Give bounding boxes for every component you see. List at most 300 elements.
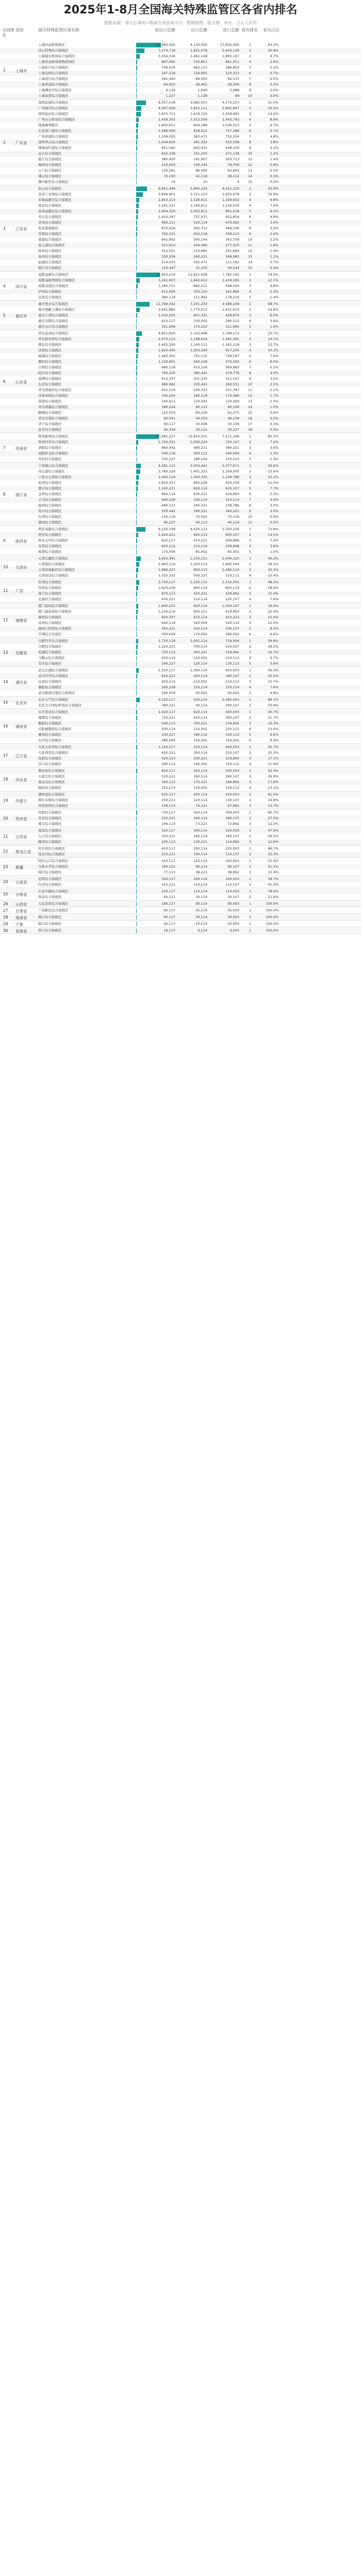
total-bar xyxy=(136,134,138,139)
province-name: 甘肃省 xyxy=(15,908,27,913)
share-value: 14.5% xyxy=(268,533,278,537)
zone-name: 菏泽综合保税区 xyxy=(38,399,62,403)
province-rank-value: 1 xyxy=(249,434,252,438)
group-separator xyxy=(0,602,361,603)
export-value: 73,221 xyxy=(195,822,207,826)
table-row xyxy=(0,134,361,140)
import-value: 170,086 xyxy=(225,394,239,398)
export-value: 420,114 xyxy=(193,674,207,678)
zone-name: 上海金桥综合保税区 xyxy=(38,71,69,75)
total-bar xyxy=(136,769,137,773)
total-bar xyxy=(136,117,139,122)
total-value: 70,230 xyxy=(163,174,175,178)
total-bar-cell xyxy=(136,331,176,336)
share-value: 31.2% xyxy=(268,865,278,869)
export-value: 181,907 xyxy=(193,157,207,161)
table-row xyxy=(0,597,361,602)
total-value: 720,113 xyxy=(161,650,175,654)
import-value: 1,631,670 xyxy=(222,308,239,312)
total-bar-cell xyxy=(136,834,176,839)
export-value: 1,640 xyxy=(198,88,207,92)
zone-name: 江门综合保税区 xyxy=(38,168,62,173)
zone-name: 温州综合保税区 xyxy=(38,503,62,507)
share-value: 29.5% xyxy=(268,834,278,838)
total-value: 1,720,331 xyxy=(158,440,175,444)
import-value: 201,787 xyxy=(225,388,239,392)
province-name: 山东省 xyxy=(15,380,27,384)
import-value: 1,419,195 xyxy=(222,278,239,282)
share-value: 56.3% xyxy=(268,668,278,672)
table-row xyxy=(0,117,361,123)
export-value: 95,002 xyxy=(195,691,207,695)
total-bar-cell xyxy=(136,203,176,209)
zone-name: 阿拉山口综合保税区 xyxy=(38,859,69,863)
total-bar xyxy=(136,703,137,708)
total-bar-cell xyxy=(136,174,176,179)
total-bar xyxy=(136,308,140,312)
import-value: 28,508 xyxy=(227,82,239,87)
table-row xyxy=(0,393,361,399)
total-bar-cell xyxy=(136,580,176,585)
total-bar xyxy=(136,492,137,497)
province-rank-value: 6 xyxy=(249,215,252,219)
table-row xyxy=(0,709,361,715)
share-value: 3.8% xyxy=(270,544,278,548)
total-bar xyxy=(136,65,137,70)
total-value: 7,274,718 xyxy=(158,48,175,53)
total-value: 390,118 xyxy=(161,295,175,299)
share-value: 15.4% xyxy=(268,615,278,619)
share-value: 9.7% xyxy=(270,54,278,58)
province-rank-value: 4 xyxy=(249,727,252,731)
import-value: 63,841 xyxy=(227,168,239,173)
total-value: 21,960,000 xyxy=(156,43,175,47)
share-value: 19.9% xyxy=(268,192,278,196)
share-value: 3.1% xyxy=(270,146,278,150)
share-value: 1.4% xyxy=(270,249,278,253)
import-value: 2,582,003 xyxy=(222,698,239,702)
export-value: 244,090 xyxy=(193,243,207,247)
export-value: 240,331 xyxy=(193,503,207,507)
zone-name: 天津港综合保税区 xyxy=(38,562,65,566)
total-bar-cell xyxy=(136,638,176,644)
table-row xyxy=(0,834,361,839)
total-value: 1,240,221 xyxy=(158,486,175,490)
table-row xyxy=(0,209,361,214)
import-value: 1,481,491 xyxy=(222,337,239,341)
export-value: 86,440 xyxy=(195,168,207,173)
import-value: 600,003 xyxy=(225,745,239,749)
total-bar xyxy=(136,284,138,289)
import-value: 290,107 xyxy=(225,703,239,707)
share-value: 1.7% xyxy=(270,394,278,398)
share-value: 1.5% xyxy=(270,550,278,554)
zone-name: 天津泰达综合保税区 xyxy=(38,573,69,578)
province-rank-value: 8 xyxy=(249,371,252,375)
total-bar-cell xyxy=(136,792,176,798)
export-value: 330,002 xyxy=(193,319,207,323)
total-value: 450,221 xyxy=(161,626,175,631)
national-rank: 13 xyxy=(3,650,8,655)
total-value: 640,228 xyxy=(161,498,175,502)
total-value: 851,040 xyxy=(161,146,175,150)
export-value: 420,114 xyxy=(193,810,207,815)
total-bar-cell xyxy=(136,445,176,451)
total-bar-cell xyxy=(136,54,176,59)
province-rank-value: 1 xyxy=(249,464,252,468)
total-bar xyxy=(136,405,137,410)
total-value: 1,840,611 xyxy=(158,123,175,127)
import-value: 2,748,172 xyxy=(222,331,239,335)
share-value: 0.7% xyxy=(270,71,278,75)
import-value: 379,779 xyxy=(225,371,239,375)
total-bar xyxy=(136,71,137,76)
table-row xyxy=(0,404,361,410)
table-row xyxy=(0,650,361,655)
table-row xyxy=(0,348,361,353)
total-bar xyxy=(136,515,137,519)
share-value: 3.4% xyxy=(270,221,278,225)
table-row xyxy=(0,756,361,761)
province-rank-value: 15 xyxy=(248,266,253,270)
total-value: 77,113 xyxy=(163,870,175,874)
share-value: 13.4% xyxy=(268,870,278,874)
total-bar-cell xyxy=(136,353,176,359)
share-value: 0.6% xyxy=(270,411,278,415)
province-rank-value: 2 xyxy=(249,834,252,838)
export-value: 350,120 xyxy=(193,290,207,294)
total-bar-cell xyxy=(136,679,176,685)
total-bar xyxy=(136,710,137,715)
zone-name: 上海青浦综合保税区 xyxy=(38,82,69,87)
table-row xyxy=(0,882,361,888)
total-bar-cell xyxy=(136,544,176,549)
export-value: 1,616,720 xyxy=(190,112,207,116)
page-subtitle: 数据来源：海关总署统计数据在线查询平台；整理制图：报关圈；单位：万元人民币 xyxy=(104,21,257,25)
share-value: 3.2% xyxy=(270,377,278,381)
national-rank: 17 xyxy=(3,753,8,758)
total-value: 602,338 xyxy=(161,151,175,156)
province-rank-value: 2 xyxy=(249,278,252,282)
export-value: 410,114 xyxy=(193,615,207,619)
total-value: 247,218 xyxy=(161,71,175,75)
province-rank-value: 8 xyxy=(249,140,252,144)
national-rank: 3 xyxy=(3,226,6,231)
export-value: 583,471 xyxy=(193,134,207,139)
province-rank-value: 1 xyxy=(249,859,252,863)
import-value: 920,109 xyxy=(225,481,239,485)
total-value: 620,221 xyxy=(161,751,175,755)
zone-name: 厦门象屿综合保税区 xyxy=(38,604,69,608)
total-bar xyxy=(136,168,137,173)
zone-name: 宝鸡综合保税区 xyxy=(38,544,62,548)
total-value: 320,117 xyxy=(161,877,175,881)
zone-name: 银川综合保税区 xyxy=(38,922,62,926)
total-value: 180,117 xyxy=(161,902,175,906)
total-bar-cell xyxy=(136,744,176,750)
zone-name: 西安综合保税区 xyxy=(38,533,62,537)
province-rank-value: 10 xyxy=(248,94,253,98)
province-rank-value: 9 xyxy=(249,146,252,150)
total-value: 4,128 xyxy=(166,88,175,92)
import-value: 409,896 xyxy=(225,538,239,543)
import-value: 85,002 xyxy=(227,550,239,554)
national-rank: 23 xyxy=(3,864,8,869)
import-value: 90,107 xyxy=(227,865,239,869)
share-value: 7.4% xyxy=(270,538,278,543)
total-bar xyxy=(136,870,137,875)
total-bar xyxy=(136,238,137,242)
total-bar xyxy=(136,475,139,480)
total-bar xyxy=(136,562,139,567)
export-value: 200,331 xyxy=(193,388,207,392)
share-value: 1.4% xyxy=(270,295,278,299)
import-value: 261,884 xyxy=(225,290,239,294)
share-value: 0.3% xyxy=(270,422,278,426)
total-value: 980,118 xyxy=(161,365,175,369)
table-row xyxy=(0,538,361,544)
export-value: 1,001,114 xyxy=(190,639,207,643)
total-value: 138,113 xyxy=(161,804,175,808)
total-bar xyxy=(136,846,137,851)
export-value: 126,905 xyxy=(193,71,207,75)
table-row xyxy=(0,301,361,307)
share-value: 7.6% xyxy=(270,597,278,601)
import-value: 38,892 xyxy=(227,870,239,874)
total-value: 150,281 xyxy=(161,168,175,173)
total-value: 1,840,221 xyxy=(158,604,175,608)
total-bar xyxy=(136,354,138,359)
table-row xyxy=(0,928,361,934)
share-value: 15.2% xyxy=(268,475,278,479)
total-bar-cell xyxy=(136,901,176,907)
import-value: 62,275 xyxy=(227,411,239,415)
table-row xyxy=(0,410,361,416)
table-row xyxy=(0,140,361,145)
share-value: 1.9% xyxy=(270,325,278,329)
import-value: 752,554 xyxy=(225,134,239,139)
export-value: 160,221 xyxy=(193,255,207,259)
total-bar xyxy=(136,745,137,750)
zone-name: 曹妃甸综合保税区 xyxy=(38,769,65,773)
share-value: 6.6% xyxy=(270,632,278,636)
total-bar-cell xyxy=(136,106,176,111)
zone-name: 日照综合保税区 xyxy=(38,365,62,369)
province-rank-value: 12 xyxy=(248,394,253,398)
export-value: 150,114 xyxy=(193,685,207,689)
province-rank-value: 2 xyxy=(249,469,252,473)
total-value: 897,262 xyxy=(161,60,175,64)
zone-name: 南阳卧龙综合保税区 xyxy=(38,451,69,455)
zone-name: 淄博综合保税区 xyxy=(38,377,62,381)
total-value: 810,221 xyxy=(161,674,175,678)
total-bar xyxy=(136,198,139,202)
total-value: 18,117 xyxy=(163,928,175,933)
national-rank: 11 xyxy=(3,588,8,593)
province-rank-value: 13 xyxy=(248,168,253,173)
import-value: 652,656 xyxy=(225,215,239,219)
total-bar xyxy=(136,721,137,726)
share-value: 29.1% xyxy=(268,562,278,566)
table-row xyxy=(0,744,361,750)
import-value: 570,593 xyxy=(225,360,239,364)
export-value: 1,300,114 xyxy=(190,668,207,672)
total-bar-cell xyxy=(136,509,176,514)
import-value: 1,239,788 xyxy=(222,475,239,479)
import-value: 180,002 xyxy=(225,632,239,636)
share-value: 60.7% xyxy=(268,810,278,815)
total-bar-cell xyxy=(136,179,176,185)
total-value: 870,418 xyxy=(161,226,175,230)
import-value: 110,107 xyxy=(225,852,239,856)
import-value: 126,112 xyxy=(225,786,239,790)
total-value: 3,102,117 xyxy=(158,698,175,702)
export-value: 13,621,028 xyxy=(188,273,207,277)
group-separator xyxy=(0,271,361,272)
import-value: 468,106 xyxy=(225,226,239,230)
province-rank-value: 1 xyxy=(249,710,252,714)
share-value: 42.4% xyxy=(268,769,278,773)
total-value: 480,117 xyxy=(161,503,175,507)
total-value: 90,117 xyxy=(163,908,175,912)
province-rank-value: 5 xyxy=(249,209,252,213)
total-value: 4,851,620 xyxy=(158,331,175,335)
zone-name: 上海松江综合保税区 xyxy=(38,65,69,70)
import-value: 1,080,114 xyxy=(222,568,239,572)
province-rank-value: 14 xyxy=(248,174,253,178)
total-bar xyxy=(136,146,137,150)
zone-name: 泸州综合保税区 xyxy=(38,290,62,294)
import-value: 2,400,220 xyxy=(222,556,239,561)
total-value: 240,611 xyxy=(161,399,175,403)
total-bar xyxy=(136,662,137,666)
import-value: 160,107 xyxy=(225,816,239,820)
share-value: 33.3% xyxy=(268,852,278,856)
zone-name: 青岛胶州湾综合保税区 xyxy=(38,337,72,341)
share-value: 0.2% xyxy=(270,82,278,87)
province-rank-value: 2 xyxy=(249,192,252,196)
import-value: 220,107 xyxy=(225,597,239,601)
total-value: 1,227 xyxy=(166,94,175,98)
header-province-rank: 省内排名 xyxy=(241,28,258,32)
export-value: 89,303 xyxy=(195,77,207,81)
zone-name: 红河综合保税区 xyxy=(38,883,62,887)
total-bar xyxy=(136,221,137,225)
total-value: 1,720,118 xyxy=(158,639,175,643)
table-row xyxy=(0,48,361,54)
zone-name: 湘潭综合保税区 xyxy=(38,716,62,720)
province-rank-value: 1 xyxy=(249,877,252,881)
total-bar xyxy=(136,365,137,370)
total-bar-cell xyxy=(136,307,176,313)
total-value: 1,010,332 xyxy=(158,573,175,578)
import-value: 300,003 xyxy=(225,810,239,815)
import-value: 4 xyxy=(237,180,239,184)
national-rank: 21 xyxy=(3,834,8,839)
zone-name: 泰州综合保税区 xyxy=(38,255,62,259)
total-bar xyxy=(136,691,137,696)
national-rank: 9 xyxy=(3,538,6,543)
total-value: 1,120,117 xyxy=(158,745,175,749)
total-bar-cell xyxy=(136,421,176,427)
province-name: 重庆市 xyxy=(15,313,27,318)
total-bar xyxy=(136,446,137,450)
total-value: 146,113 xyxy=(161,822,175,826)
export-value: 60,228 xyxy=(195,411,207,415)
export-value: 4,130,000 xyxy=(190,43,207,47)
total-value: 170,004 xyxy=(161,550,175,554)
import-value: 620,107 xyxy=(225,486,239,490)
province-rank-value: 9 xyxy=(249,88,252,92)
total-bar xyxy=(136,798,137,803)
total-bar-cell xyxy=(136,111,176,117)
province-rank-value: 2 xyxy=(249,106,252,110)
table-row xyxy=(0,726,361,732)
table-row xyxy=(0,174,361,179)
group-separator xyxy=(0,637,361,638)
national-rank: 24 xyxy=(3,879,8,884)
share-value: 9.8% xyxy=(270,198,278,202)
export-value: 30,114 xyxy=(195,915,207,919)
import-value: 390,107 xyxy=(225,674,239,678)
zone-name: 重庆两路寸滩综合保税区 xyxy=(38,308,75,312)
total-value: 2,220,117 xyxy=(158,668,175,672)
share-value: 19.8% xyxy=(268,308,278,312)
total-bar xyxy=(136,877,137,882)
total-bar xyxy=(136,174,137,179)
share-value: 41.3% xyxy=(268,883,278,887)
export-value: 301,230 xyxy=(193,377,207,381)
table-row xyxy=(0,908,361,913)
import-value: 220,003 xyxy=(225,846,239,851)
total-bar xyxy=(136,895,137,900)
table-row xyxy=(0,318,361,324)
province-name: 吉林省 xyxy=(15,892,27,897)
province-rank-value: 1 xyxy=(249,810,252,815)
province-rank-value: 4 xyxy=(249,319,252,323)
table-row xyxy=(0,527,361,532)
total-bar xyxy=(136,123,138,128)
table-row xyxy=(0,839,361,845)
group-separator xyxy=(0,708,361,709)
total-value: 3,356,336 xyxy=(158,54,175,58)
total-bar xyxy=(136,668,139,673)
total-value: 820,117 xyxy=(161,769,175,773)
total-value: 1,920,445 xyxy=(158,348,175,352)
export-value: 620,114 xyxy=(193,486,207,490)
province-rank-value: 11 xyxy=(248,388,253,392)
total-bar xyxy=(136,792,137,797)
import-value: 110,003 xyxy=(225,889,239,893)
export-value: 380,441 xyxy=(193,371,207,375)
total-bar-cell xyxy=(136,685,176,690)
total-value: 330,204 xyxy=(161,255,175,259)
import-value: 428,874 xyxy=(225,313,239,317)
import-value: 150,123 xyxy=(225,457,239,461)
zone-name: 郴州综合保税区 xyxy=(38,733,62,737)
total-bar-cell xyxy=(136,76,176,82)
share-value: 2.0% xyxy=(270,509,278,513)
total-bar xyxy=(136,106,141,111)
province-name: 贵州省 xyxy=(15,816,27,821)
table-row xyxy=(0,82,361,88)
export-value: 2,103,448 xyxy=(190,331,207,335)
share-value: 4.8% xyxy=(270,284,278,288)
total-bar-cell xyxy=(136,673,176,679)
province-rank-value: 5 xyxy=(249,65,252,70)
share-value: 100.0% xyxy=(266,908,278,912)
province-rank-value: 1 xyxy=(249,889,252,893)
